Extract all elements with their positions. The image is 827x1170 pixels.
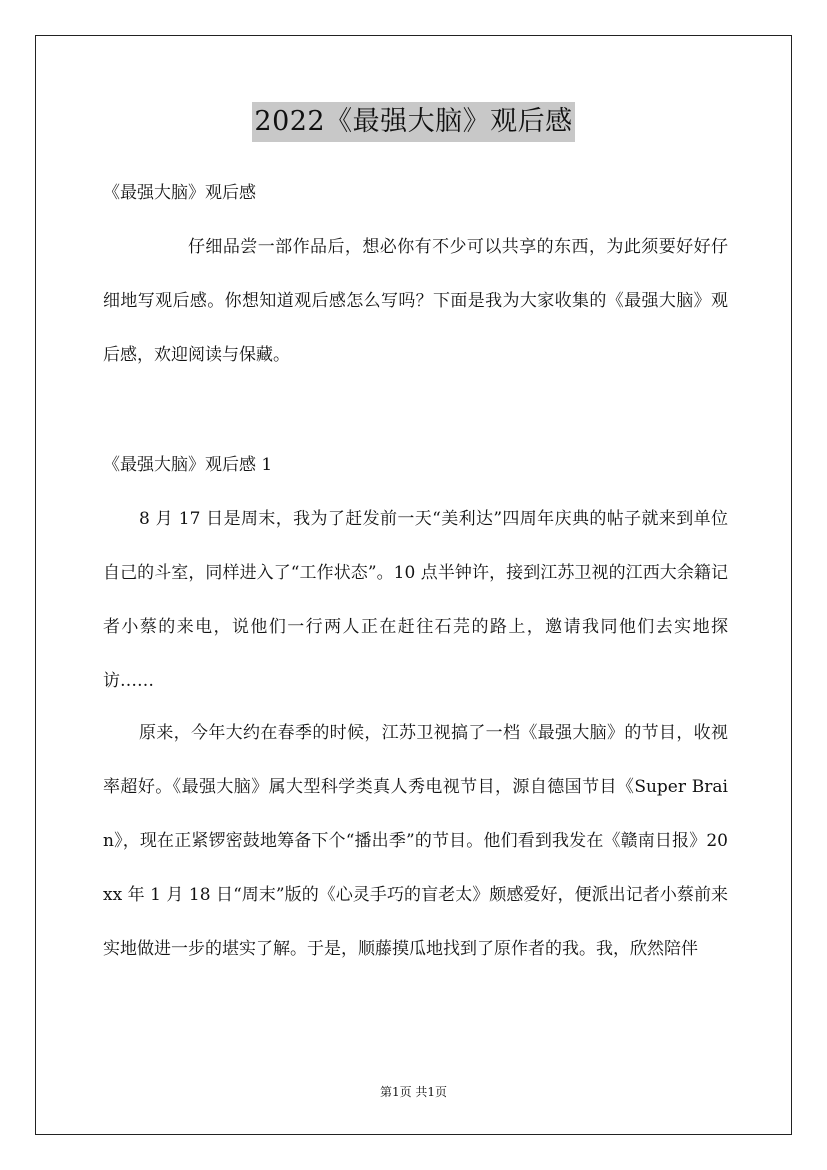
page-number-label: 第1页 共1页 [379,1085,448,1099]
document-title-text: 2022《最强大脑》观后感 [252,102,574,142]
page-footer [0,1084,827,1100]
intro-paragraph: 仔细品尝一部作品后，想必你有不少可以共享的东西，为此须要好好仔细地写观后感。你想知道观后感怎么写吗？下面是我为大家收集的《最强大脑》观后感，欢迎阅读与保藏。 [103,237,728,365]
body-paragraph-2: 原来，今年大约在春季的时候，江苏卫视搞了一档《最强大脑》的节目，收视率超好。《最强大脑》属大型科学类真人秀电视节目，源自德国节目《Super Brain》，现在正紧锣密鼓地筹备下个“播出季”的节目。他们看到我发在《赣南日报》20xx 年 1 月 18 日“周末”版的《心灵手巧的盲老太》颇感爱好，便派出记者小蔡前来实地做进一步的堪实了解。于是，顺藤摸瓜地找到了原作者的我。我，欣然陪伴 [103,723,728,959]
section-heading: 《最强大脑》观后感 1 [103,455,273,475]
body-paragraph-1: 8 月 17 日是周末，我为了赶发前一天“美利达”四周年庆典的帖子就来到单位自己的斗室，同样进入了“工作状态”。10 点半钟许，接到江苏卫视的江西大余籍记者小蔡的来电，说他们一行两人正在赶往石芫的路上，邀请我同他们去实地探访…… [103,509,728,691]
document-subtitle: 《最强大脑》观后感 [103,183,256,203]
document-title [0,100,827,142]
